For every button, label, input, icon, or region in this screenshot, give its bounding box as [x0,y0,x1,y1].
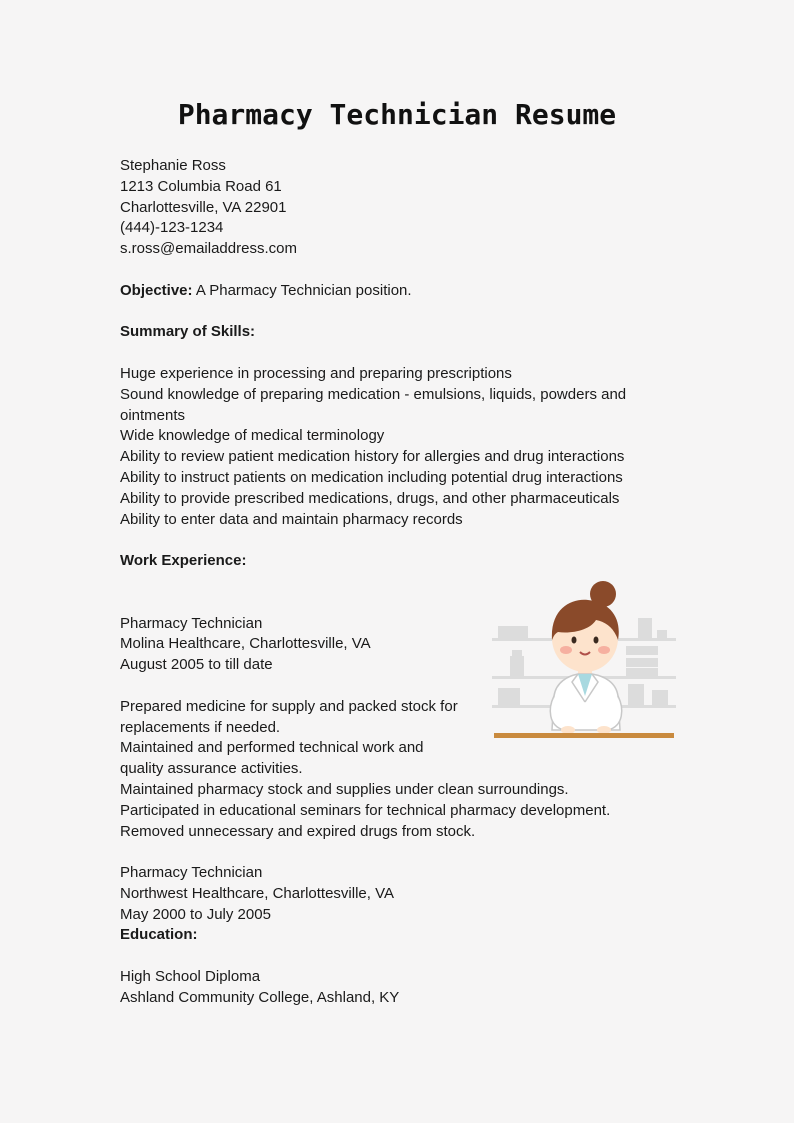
job-title: Pharmacy Technician [120,864,263,882]
pharmacist-illustration [492,578,676,746]
job-duty: Maintained and performed technical work and [120,739,424,757]
job-title: Pharmacy Technician [120,614,263,632]
objective-label: Objective: [120,281,193,299]
hand [561,726,575,734]
job-duty: quality assurance activities. [120,760,303,778]
hand [597,726,611,734]
jar [628,684,644,705]
jar [626,658,658,667]
objective-text: A Pharmacy Technician position. [195,281,412,299]
contact-address-line2: Charlottesville, VA 22901 [120,198,287,216]
skill-item: Ability to provide prescribed medications, drugs, and other pharmaceuticals [120,489,620,507]
skill-item: Ability to review patient medication history for allergies and drug interactions [120,448,625,466]
job-duty: Maintained pharmacy stock and supplies under clean surroundings. [120,780,569,798]
contact-block [120,156,680,260]
skill-item: Wide knowledge of medical terminology [120,427,385,445]
skill-item: Huge experience in processing and preparing prescriptions [120,364,512,382]
cheek [560,646,572,654]
job-duty: Participated in educational seminars for technical pharmacy development. [120,801,611,819]
education-degree: High School Diploma [120,968,261,986]
education-school: Ashland Community College, Ashland, KY [120,988,400,1006]
counter [494,733,674,738]
contact-address-line1: 1213 Columbia Road 61 [120,177,282,195]
education-entry [120,967,680,1009]
cheek [598,646,610,654]
job-duty: Prepared medicine for supply and packed stock for [120,697,458,715]
eye [572,637,577,644]
contact-phone: (444)-123-1234 [120,219,224,237]
jar [657,630,667,638]
skill-item: Ability to instruct patients on medication including potential drug interactions [120,468,623,486]
job-duty: replacements if needed. [120,718,281,736]
job-duty: Removed unnecessary and expired drugs from stock. [120,822,476,840]
jar [510,656,524,676]
objective-line [120,281,680,302]
page-title: Pharmacy Technician Resume [177,98,617,131]
work-heading: Work Experience: [120,552,247,570]
jar [626,646,658,655]
skill-item: Ability to enter data and maintain pharmacy records [120,510,463,528]
education-heading: Education: [120,926,198,944]
jar [652,690,668,705]
job-company: Northwest Healthcare, Charlottesville, VA [120,884,394,902]
job-dates: August 2005 to till date [120,656,273,674]
jar [498,626,528,638]
skills-list [120,364,680,530]
skill-item: Sound knowledge of preparing medication - emulsions, liquids, powders and [120,385,627,403]
job-entry-2 [120,863,680,925]
jar [498,688,520,705]
jar [626,668,658,676]
skills-heading: Summary of Skills: [120,323,256,341]
eye [594,637,599,644]
jar [512,650,522,656]
job-company: Molina Healthcare, Charlottesville, VA [120,635,371,653]
jar [638,618,652,638]
job-dates: May 2000 to July 2005 [120,905,271,923]
contact-name: Stephanie Ross [120,157,226,174]
skill-item: ointments [120,406,186,424]
contact-email: s.ross@emailaddress.com [120,240,297,258]
